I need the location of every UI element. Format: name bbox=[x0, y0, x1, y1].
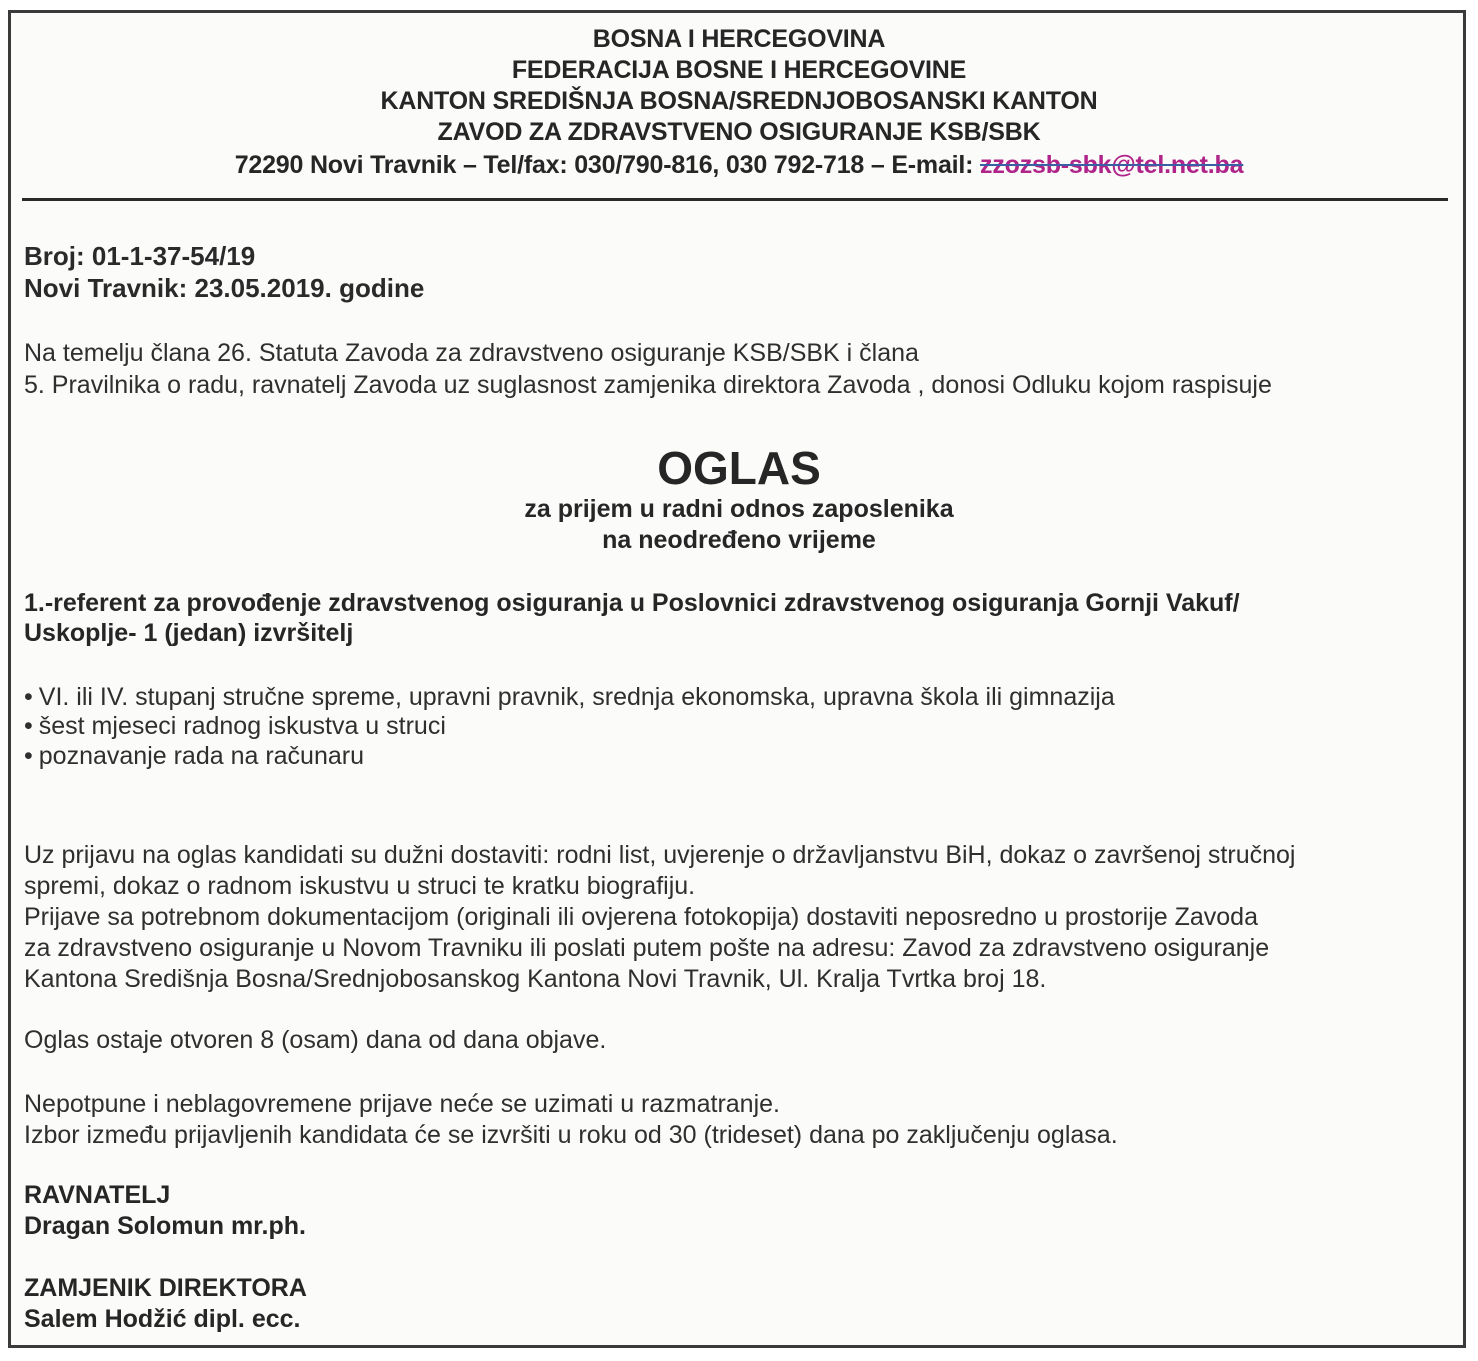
header-divider bbox=[22, 198, 1448, 201]
intro-line-1: Na temelju člana 26. Statuta Zavoda za zdravstveno osiguranje KSB/SBK i člana bbox=[24, 339, 919, 367]
requirement-item bbox=[24, 741, 364, 772]
position-line-1: 1.-referent za provođenje zdravstvenog osiguranja u Poslovnici zdravstvenog osiguranja Gornji Vakuf/ bbox=[24, 589, 1240, 617]
intro-line-2: 5. Pravilnika o radu, ravnatelj Zavoda uz suglasnost zamjenika direktora Zavoda , donosi Odluku kojom raspisuje bbox=[24, 371, 1272, 399]
application-line: za zdravstveno osiguranje u Novom Travniku ili poslati putem pošte na adresu: Zavod za zdravstveno osiguranje bbox=[24, 934, 1270, 962]
bullet-icon: • bbox=[24, 712, 33, 740]
director-title: RAVNATELJ bbox=[24, 1181, 171, 1209]
document-number: Broj: 01-1-37-54/19 bbox=[24, 241, 256, 271]
header-canton: KANTON SREDIŠNJA BOSNA/SREDNJOBOSANSKI KANTON bbox=[380, 87, 1098, 115]
header-federation: FEDERACIJA BOSNE I HERCEGOVINE bbox=[511, 56, 967, 84]
email-link[interactable]: zzozsb-sbk@tel.net.ba bbox=[980, 151, 1244, 179]
position-line-2: Uskoplje- 1 (jedan) izvršitelj bbox=[24, 619, 354, 647]
header-institute: ZAVOD ZA ZDRAVSTVENO OSIGURANJE KSB/SBK bbox=[437, 118, 1041, 146]
requirement-text: šest mjeseci radnog iskustva u struci bbox=[38, 712, 446, 740]
document-date: Novi Travnik: 23.05.2019. godine bbox=[24, 273, 425, 303]
header-contact-text: 72290 Novi Travnik – Tel/fax: 030/790-816, 030 792-718 – E-mail: bbox=[234, 151, 981, 179]
requirement-text: VI. ili IV. stupanj stručne spreme, upravni pravnik, srednja ekonomska, upravna škola ili gimnazija bbox=[38, 683, 1115, 711]
bullet-icon: • bbox=[24, 683, 33, 711]
deputy-name: Salem Hodžić dipl. ecc. bbox=[24, 1305, 301, 1333]
note-line-2: Izbor između prijavljenih kandidata će se izvršiti u roku od 30 (trideset) dana po zaključenju oglasa. bbox=[24, 1121, 1118, 1149]
header-country: BOSNA I HERCEGOVINA bbox=[592, 25, 886, 53]
document-title: OGLAS bbox=[657, 442, 821, 494]
validity-text: Oglas ostaje otvoren 8 (osam) dana od dana objave. bbox=[24, 1026, 607, 1054]
bullet-icon: • bbox=[24, 742, 33, 770]
application-line: Kantona Središnja Bosna/Srednjobosanskog Kantona Novi Travnik, Ul. Kralja Tvrtka broj 18. bbox=[24, 965, 1047, 993]
director-name: Dragan Solomun mr.ph. bbox=[24, 1212, 306, 1240]
note-line-1: Nepotpune i neblagovremene prijave neće se uzimati u razmatranje. bbox=[24, 1090, 780, 1118]
application-line: Prijave sa potrebnom dokumentacijom (originali ili ovjerena fotokopija) dostaviti neposredno u prostorije Zavoda bbox=[24, 903, 1258, 931]
requirement-item bbox=[24, 682, 1115, 713]
requirement-item bbox=[24, 711, 446, 742]
header-contact bbox=[0, 150, 1478, 180]
document-subtitle-2: na neodređeno vrijeme bbox=[602, 526, 876, 554]
deputy-title: ZAMJENIK DIREKTORA bbox=[24, 1274, 307, 1302]
document-subtitle-1: za prijem u radni odnos zaposlenika bbox=[524, 495, 954, 523]
requirement-text: poznavanje rada na računaru bbox=[38, 742, 364, 770]
application-line: spremi, dokaz o radnom iskustvu u struci te kratku biografiju. bbox=[24, 872, 696, 900]
application-line: Uz prijavu na oglas kandidati su dužni dostaviti: rodni list, uvjerenje o državljanstvu BiH, dokaz o završenoj stručnoj bbox=[24, 841, 1296, 869]
